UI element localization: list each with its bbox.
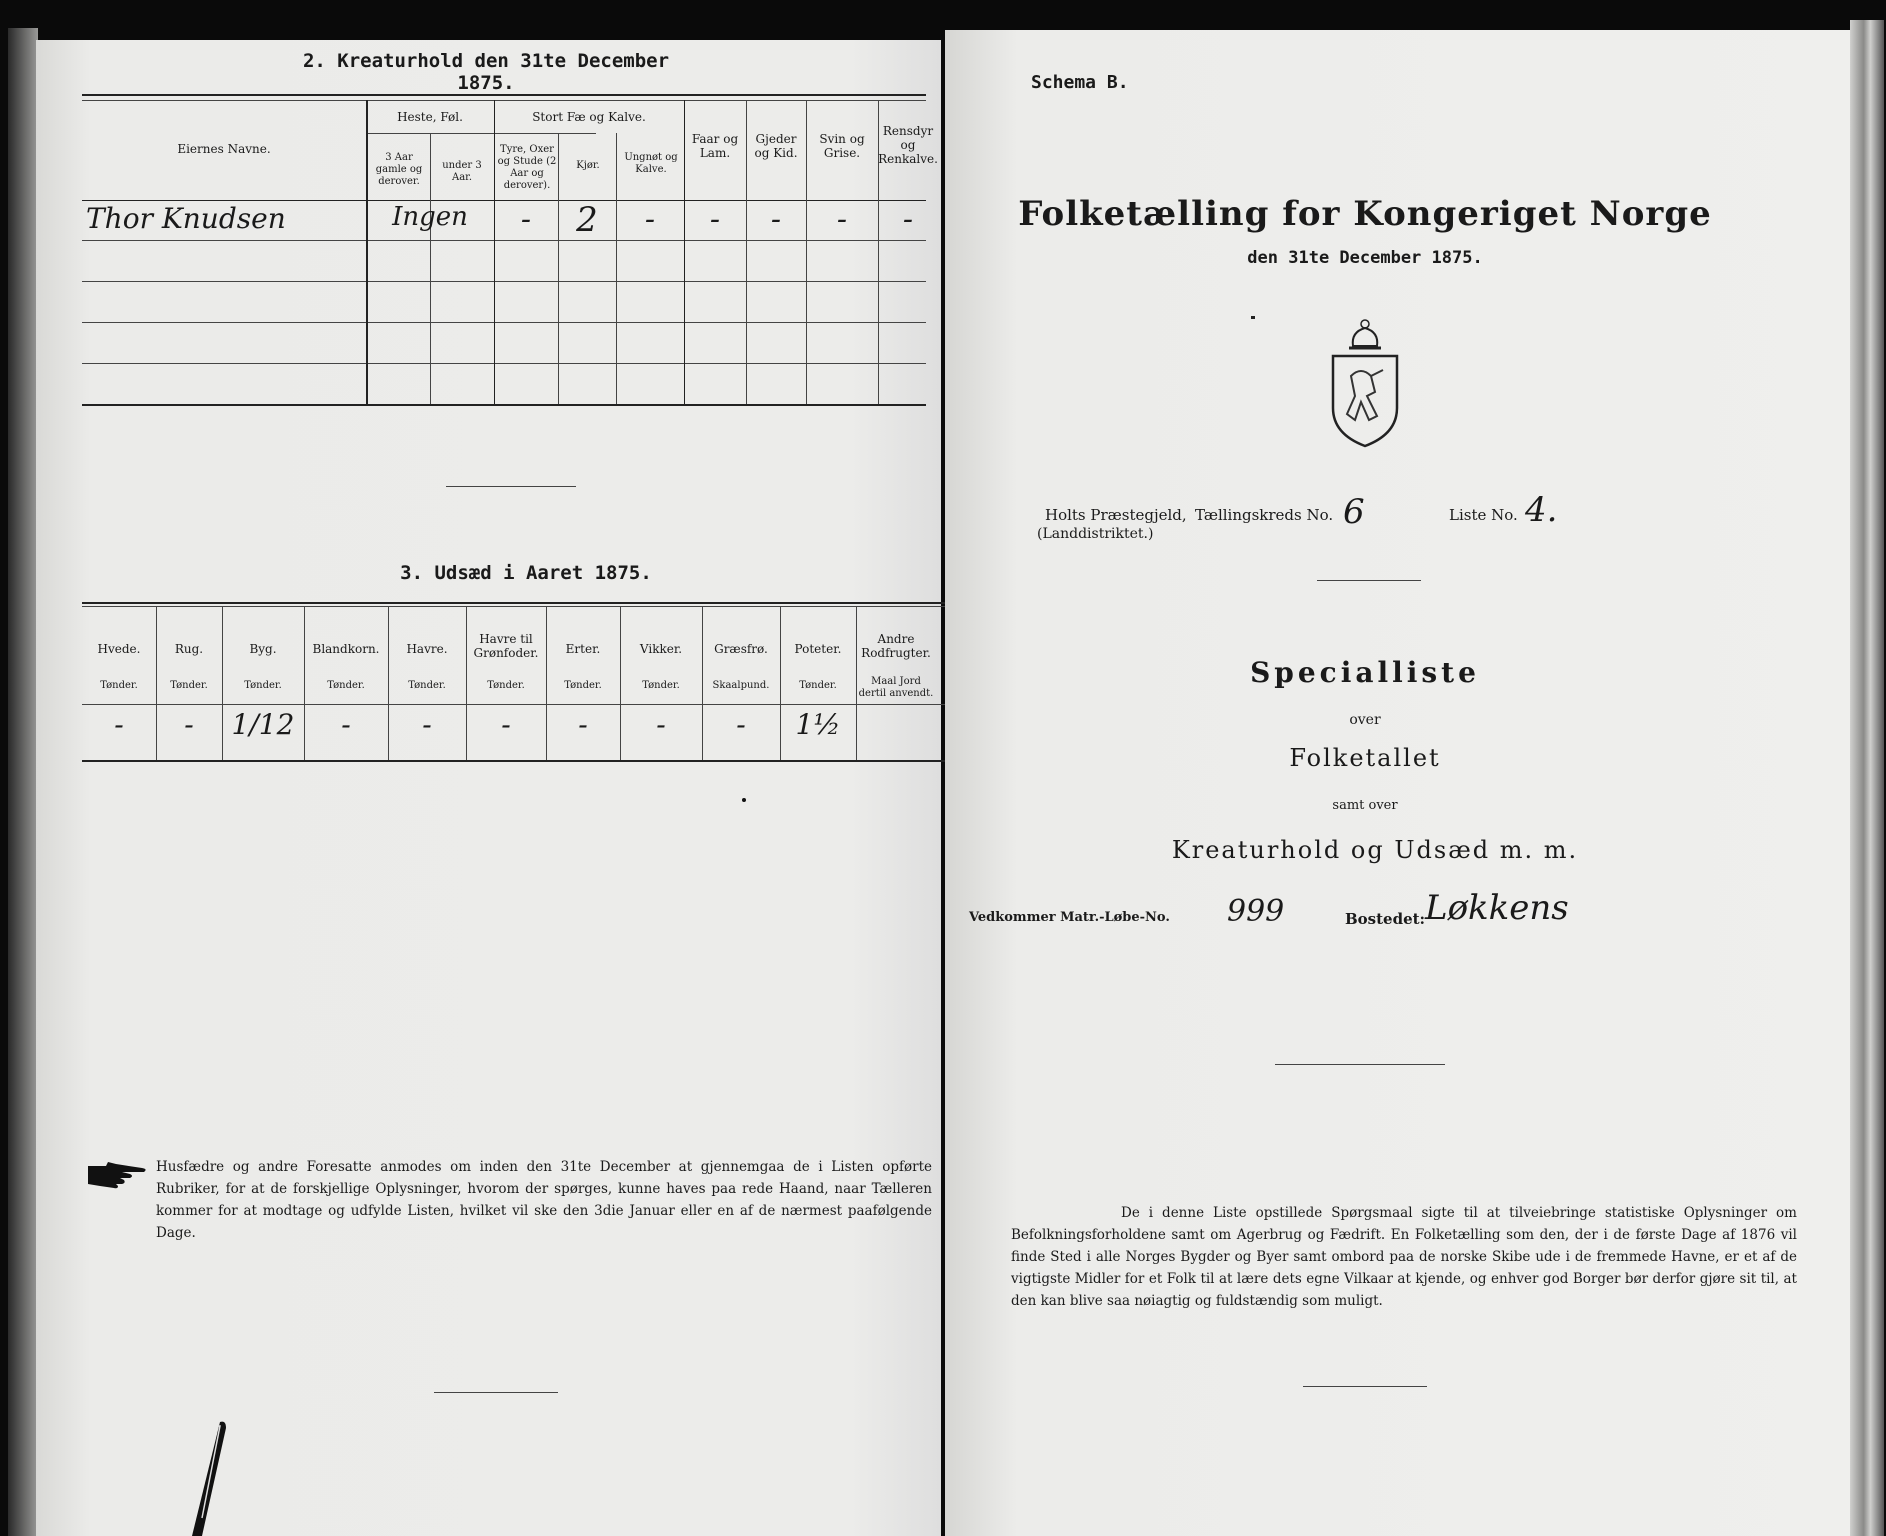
row-heste-a: Ingen (392, 202, 468, 232)
udsaed-value: 1/12 (231, 708, 295, 741)
table-line (82, 363, 926, 364)
udsaed-header: Græsfrø. (714, 642, 768, 656)
header-heste: Heste, Føl. (397, 110, 463, 124)
table-line (82, 240, 926, 241)
table-line (82, 200, 926, 201)
samt-over-text: samt over (1332, 798, 1398, 813)
header-owner: Eiernes Navne. (177, 142, 271, 156)
table-line (366, 100, 368, 404)
udsaed-unit: Tønder. (487, 680, 525, 691)
header-stort-a: Tyre, Oxer og Stude (2 Aar og derover). (497, 144, 557, 191)
folketallet-title: Folketallet (1289, 744, 1441, 772)
table-line (82, 100, 926, 101)
table-line (494, 100, 495, 404)
header-svin: Svin og Grise. (819, 132, 865, 160)
header-heste-b: under 3 Aar. (442, 160, 482, 183)
table-line (82, 281, 926, 282)
udsaed-unit: Tønder. (408, 680, 446, 691)
table-line (558, 133, 559, 404)
udsaed-unit: Tønder. (799, 680, 837, 691)
kreds-no: 6 (1343, 492, 1365, 532)
udsaed-header: Byg. (249, 642, 277, 656)
row-kjor: 2 (576, 200, 598, 240)
matr-no: 999 (1227, 894, 1285, 929)
header-stort-c: Ungnøt og Kalve. (624, 152, 678, 175)
udsaed-value: - (114, 708, 124, 741)
coat-of-arms-icon (1327, 316, 1403, 450)
udsaed-header: Erter. (565, 642, 601, 656)
udsaed-header: Havre til Grønfoder. (473, 632, 539, 660)
left-note: Husfædre og andre Foresatte anmodes om inden den 31te December at gjennemgaa de i Listen opførte Rubriker, for at de forskjellige Oplysninger, hvorom der spørges, kunne haves paa rede Haand, naar Tælleren kommer for at modtage og udfylde Listen, hvilket vil ske den 3die Januar eller en af de nærmest paafølgende Dage. (156, 1159, 932, 1241)
udsaed-value: - (341, 708, 351, 741)
pointing-hand-icon (86, 1160, 150, 1190)
udsaed-unit: Tønder. (327, 680, 365, 691)
right-note: De i denne Liste opstillede Spørgsmaal sigte til at tilveiebringe statistiske Oplysninger om Befolkningsforholdene samt om Agerbrug og Fædrift. En Folketælling som den, der i de første Dage af 1876 vil finde Sted i alle Norges Bygder og Byer samt ombord paa de norske Skibe ude i de fremmede Havne, er et af de vigtigste Midler for et Folk til at lære dets egne Vilkaar at kjende, og enhver god Borger bør derfor gjøre sit til, at den kan blive saa nøiagtig og fuldstændig som muligt. (1011, 1205, 1797, 1309)
left-page (36, 40, 941, 1536)
table-line (82, 760, 972, 762)
udsaed-header: Blandkorn. (312, 642, 380, 656)
right-page (945, 30, 1850, 1536)
table-line (366, 133, 596, 134)
udsaed-header: Poteter. (794, 642, 842, 656)
udsaed-unit: Tønder. (244, 680, 282, 691)
kreaturhold-subtitle: Kreaturhold og Udsæd m. m. (1171, 836, 1579, 864)
row-owner: Thor Knudsen (86, 202, 286, 235)
udsaed-header: Hvede. (97, 642, 141, 656)
left-page-edge (8, 28, 38, 1536)
header-gjeder: Gjeder og Kid. (754, 132, 798, 160)
divider (434, 1392, 558, 1393)
liste-no: 4. (1525, 490, 1558, 530)
pen-icon (190, 1418, 230, 1536)
table-line (82, 606, 972, 607)
matr-label: Vedkommer Matr.-Løbe-No. (969, 910, 1170, 925)
udsaed-unit: Tønder. (642, 680, 680, 691)
table-line (616, 133, 617, 404)
row-gjeder: - (770, 202, 782, 237)
header-stort-fae: Stort Fæ og Kalve. (532, 110, 646, 124)
udsaed-title: 3. Udsæd i Aaret 1875. (400, 562, 652, 584)
specialliste-title: Specialliste (1250, 656, 1480, 689)
table-line (82, 404, 926, 406)
kreaturhold-title: 2. Kreaturhold den 31te December 1875. (302, 50, 670, 94)
census-date: den 31te December 1875. (1247, 248, 1483, 268)
udsaed-value: 1½ (795, 708, 841, 741)
udsaed-unit: Skaalpund. (712, 680, 770, 691)
udsaed-value: - (501, 708, 511, 741)
dot-mark (742, 798, 746, 802)
row-faar: - (709, 202, 721, 237)
udsaed-unit: Tønder. (100, 680, 138, 691)
bosted: Løkkens (1425, 888, 1569, 928)
table-line (684, 100, 685, 404)
table-line (430, 133, 431, 404)
header-rensdyr: Rensdyr og Renkalve. (878, 124, 938, 166)
bosted-label: Bostedet: (1345, 910, 1426, 928)
udsaed-value: - (656, 708, 666, 741)
udsaed-header: Havre. (406, 642, 448, 656)
row-ungnot: - (644, 202, 656, 237)
udsaed-header: Vikker. (639, 642, 683, 656)
udsaed-value: - (578, 708, 588, 741)
schema-label: Schema B. (1031, 72, 1129, 93)
udsaed-header: Andre Rodfrugter. (861, 632, 931, 660)
divider (446, 486, 576, 487)
divider (1303, 1386, 1427, 1387)
over-text: over (1349, 712, 1381, 728)
udsaed-value: - (736, 708, 746, 741)
udsaed-unit: Tønder. (170, 680, 208, 691)
table-line (806, 100, 807, 404)
row-svin: - (836, 202, 848, 237)
divider (1317, 580, 1421, 581)
prestegjeld: Holts Præstegjeld, (1045, 506, 1187, 524)
right-page-edge (1850, 20, 1884, 1536)
table-line (82, 322, 926, 323)
row-rensdyr: - (902, 202, 914, 237)
udsaed-unit: Maal Jord dertil anvendt. (858, 676, 934, 699)
main-title: Folketælling for Kongeriget Norge (1018, 194, 1712, 234)
udsaed-unit: Tønder. (564, 680, 602, 691)
udsaed-header: Rug. (174, 642, 204, 656)
landdistrikt: (Landdistriktet.) (1037, 526, 1154, 542)
header-heste-a: 3 Aar gamle og derover. (375, 152, 423, 187)
table-line (82, 704, 972, 705)
header-stort-b: Kjør. (576, 160, 600, 171)
liste-label: Liste No. (1449, 506, 1518, 524)
header-faar: Faar og Lam. (691, 132, 739, 160)
dot-mark (1251, 316, 1255, 319)
divider (1275, 1064, 1445, 1065)
kreds-label: Tællingskreds No. (1195, 506, 1334, 524)
table-line (82, 94, 926, 96)
udsaed-value: - (184, 708, 194, 741)
udsaed-value: - (422, 708, 432, 741)
row-stort-a: - (520, 202, 532, 237)
table-line (746, 100, 747, 404)
table-line (82, 602, 972, 604)
